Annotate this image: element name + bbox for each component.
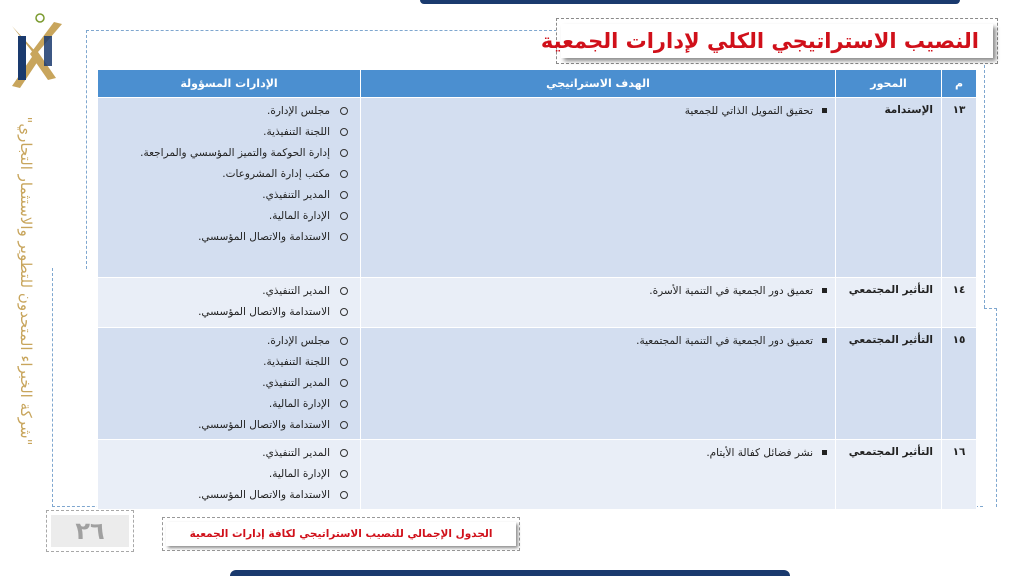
dept-item: الاستدامة والاتصال المؤسسي. bbox=[106, 418, 352, 439]
header-axis: المحور bbox=[836, 70, 942, 98]
dept-item: إدارة الحوكمة والتميز المؤسسي والمراجعة. bbox=[106, 146, 352, 167]
row-axis: التأثير المجتمعي bbox=[836, 328, 942, 440]
dept-item: مجلس الإدارة. bbox=[106, 334, 352, 355]
row-depts-cell bbox=[98, 328, 361, 440]
row-goal-cell bbox=[361, 328, 836, 440]
row-depts-cell bbox=[98, 278, 361, 328]
top-decor-bar bbox=[420, 0, 960, 4]
table-row bbox=[98, 278, 977, 328]
dept-item: المدير التنفيذي. bbox=[106, 376, 352, 397]
title-box bbox=[540, 18, 998, 64]
table-row bbox=[98, 440, 977, 510]
dept-item: الإدارة المالية. bbox=[106, 467, 352, 488]
caption-box bbox=[162, 517, 520, 551]
dept-item: اللجنة التنفيذية. bbox=[106, 355, 352, 376]
row-axis: التأثير المجتمعي bbox=[836, 278, 942, 328]
row-depts-cell bbox=[98, 98, 361, 278]
row-axis: الإستدامة bbox=[836, 98, 942, 278]
table-caption: الجدول الإجمالي للنصيب الاستراتيجي لكافة إدارات الجمعية bbox=[189, 528, 493, 540]
dept-item: الاستدامة والاتصال المؤسسي. bbox=[106, 230, 352, 251]
dept-item: الإدارة المالية. bbox=[106, 209, 352, 230]
row-goal: تحقيق التمويل الذاتي للجمعية bbox=[369, 104, 827, 118]
row-goal-cell bbox=[361, 98, 836, 278]
table-header-row bbox=[98, 70, 977, 98]
table-row bbox=[98, 98, 977, 278]
row-number: ١٥ bbox=[942, 328, 977, 440]
company-name-vertical: "شركة الخبراء المتحدون للتطوير والاستثمار التجاري" bbox=[17, 116, 35, 446]
row-goal: نشر فضائل كفالة الأيتام. bbox=[369, 446, 827, 460]
row-number: ١٤ bbox=[942, 278, 977, 328]
page-number: ٢٦ bbox=[51, 515, 129, 547]
dept-item: المدير التنفيذي. bbox=[106, 284, 352, 305]
dept-item: مكتب إدارة المشروعات. bbox=[106, 167, 352, 188]
dept-item: المدير التنفيذي. bbox=[106, 446, 352, 467]
header-num: م bbox=[942, 70, 977, 98]
row-goal: تعميق دور الجمعية في التنمية الأسرة. bbox=[369, 284, 827, 298]
row-number: ١٦ bbox=[942, 440, 977, 510]
outer-frame-bottom-right bbox=[984, 308, 997, 507]
row-depts-cell bbox=[98, 440, 361, 510]
page-title: النصيب الاستراتيجي الكلي لإدارات الجمعية bbox=[540, 29, 979, 53]
row-number: ١٣ bbox=[942, 98, 977, 278]
row-goal: تعميق دور الجمعية في التنمية المجتمعية. bbox=[369, 334, 827, 348]
bottom-decor-bar bbox=[230, 570, 790, 576]
dept-item: مجلس الإدارة. bbox=[106, 104, 352, 125]
header-goal: الهدف الاستراتيجي bbox=[361, 70, 836, 98]
row-goal-cell bbox=[361, 440, 836, 510]
company-logo-icon bbox=[4, 6, 66, 96]
row-axis: التأثير المجتمعي bbox=[836, 440, 942, 510]
dept-item: المدير التنفيذي. bbox=[106, 188, 352, 209]
dept-item: الإدارة المالية. bbox=[106, 397, 352, 418]
strategic-table bbox=[97, 69, 977, 510]
dept-item: الاستدامة والاتصال المؤسسي. bbox=[106, 305, 352, 326]
table-row bbox=[98, 328, 977, 440]
dept-item: الاستدامة والاتصال المؤسسي. bbox=[106, 488, 352, 509]
dept-item: اللجنة التنفيذية. bbox=[106, 125, 352, 146]
header-depts: الإدارات المسؤولة bbox=[98, 70, 361, 98]
row-goal-cell bbox=[361, 278, 836, 328]
page-number-box bbox=[46, 510, 134, 552]
